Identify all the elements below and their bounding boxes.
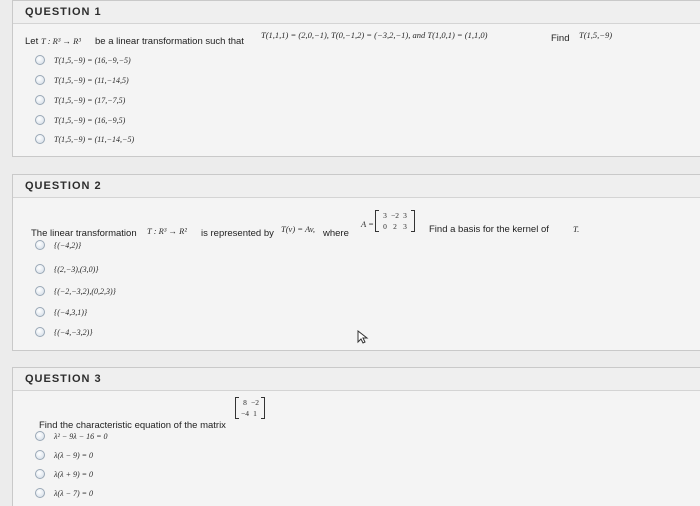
q1-option-2-radio[interactable] [35,75,45,85]
q3-option-2-label: λ(λ − 9) = 0 [54,450,94,460]
q2-matrix-grid [379,210,411,232]
q1-option-1-label: T(1,5,−9) = (16,−9,−5) [54,55,131,65]
q1-find-label: Find [551,33,570,44]
q3-matrix-cell: 1 [253,409,257,418]
q1-option-2[interactable] [35,75,129,85]
q3-option-4-label: λ(λ − 7) = 0 [54,488,94,498]
q1-option-3-radio[interactable] [35,95,45,105]
q2-option-1[interactable] [35,240,81,250]
q2-option-3[interactable] [35,286,116,296]
q1-conditions: T(1,1,1) = (2,0,−1), T(0,−1,2) = (−3,2,−1), and T(1,0,1) = (1,1,0) [261,30,488,40]
q2-option-1-radio[interactable] [35,240,45,250]
q1-find-expr: T(1,5,−9) [579,30,613,40]
q3-option-4[interactable] [35,488,93,498]
q2-matrix-cell: 3 [403,222,407,231]
q2-option-5-radio[interactable] [35,327,45,337]
q3-option-1[interactable] [35,431,108,441]
q2-option-3-radio[interactable] [35,286,45,296]
q1-option-4-label: T(1,5,−9) = (16,−9,5) [54,115,126,125]
q3-option-3-label: λ(λ + 9) = 0 [54,469,94,479]
q1-option-5[interactable] [35,134,134,144]
q2-prompt-mid: is represented by [201,228,274,239]
q3-matrix-grid [239,397,261,419]
q3-option-3-radio[interactable] [35,469,45,479]
q2-prompt-after: Find a basis for the kernel of [429,224,549,235]
q2-option-5-label: {(−4,−3,2)} [54,327,93,337]
q2-matrix-cell: 3 [403,211,407,220]
q3-option-1-radio[interactable] [35,431,45,441]
q2-matrix-cell: 0 [383,222,387,231]
q2-rule: T(v) = Av, [281,224,315,234]
q1-option-2-label: T(1,5,−9) = (11,−14,5) [54,75,129,85]
q3-option-4-radio[interactable] [35,488,45,498]
q2-option-2-radio[interactable] [35,264,45,274]
q3-option-1-label: λ² − 9λ − 16 = 0 [54,431,108,441]
q2-option-4-radio[interactable] [35,307,45,317]
q1-prompt-mid: be a linear transformation such that [95,36,244,47]
q2-prompt-after-var: T. [573,224,580,234]
q3-option-2[interactable] [35,450,93,460]
q2-where: where [323,228,349,239]
q1-option-1-radio[interactable] [35,55,45,65]
mouse-pointer-icon [357,330,369,344]
q2-option-1-label: {(−4,2)} [54,240,82,250]
q2-option-4[interactable] [35,307,87,317]
q3-option-3[interactable] [35,469,93,479]
q2-option-5[interactable] [35,327,93,337]
q1-option-3-label: T(1,5,−9) = (17,−7,5) [54,95,126,105]
q1-option-5-label: T(1,5,−9) = (11,−14,−5) [54,134,135,144]
q3-matrix-right-bracket [261,397,265,419]
q2-matrix-cell: −2 [391,211,399,220]
q3-matrix-cell: −4 [241,409,249,418]
q1-option-1[interactable] [35,55,131,65]
q3-option-2-radio[interactable] [35,450,45,460]
q2-matrix-right-bracket [411,210,415,232]
q2-option-2[interactable] [35,264,98,274]
q2-map: T : R³ → R² [147,226,187,236]
q3-prompt: Find the characteristic equation of the matrix [39,420,226,431]
q3-matrix-cell: −2 [251,398,259,407]
question-2-header: QUESTION 2 [13,175,700,198]
question-3-header: QUESTION 3 [13,368,700,391]
question-1-block [12,0,700,157]
question-2-block [12,174,700,351]
question-1-header: QUESTION 1 [13,1,700,24]
q2-matrix-cell: 2 [393,222,397,231]
q2-option-2-label: {(2,−3),(3,0)} [54,264,99,274]
q1-option-4[interactable] [35,115,125,125]
q2-option-3-label: {(−2,−3,2),(0,2,3)} [54,286,116,296]
q2-option-4-label: {(−4,3,1)} [54,307,88,317]
q2-matrix-label: A = [361,219,374,229]
q2-prompt-before: The linear transformation [31,228,137,239]
q1-map: T : R³ → R³ [41,36,81,46]
q1-option-4-radio[interactable] [35,115,45,125]
q3-matrix [235,397,265,419]
q1-option-5-radio[interactable] [35,134,45,144]
q3-matrix-cell: 8 [243,398,247,407]
q2-matrix-A [375,210,415,232]
q1-prompt-let: Let [25,36,39,47]
q2-matrix-cell: 3 [383,211,387,220]
question-3-block [12,367,700,506]
q1-option-3[interactable] [35,95,125,105]
